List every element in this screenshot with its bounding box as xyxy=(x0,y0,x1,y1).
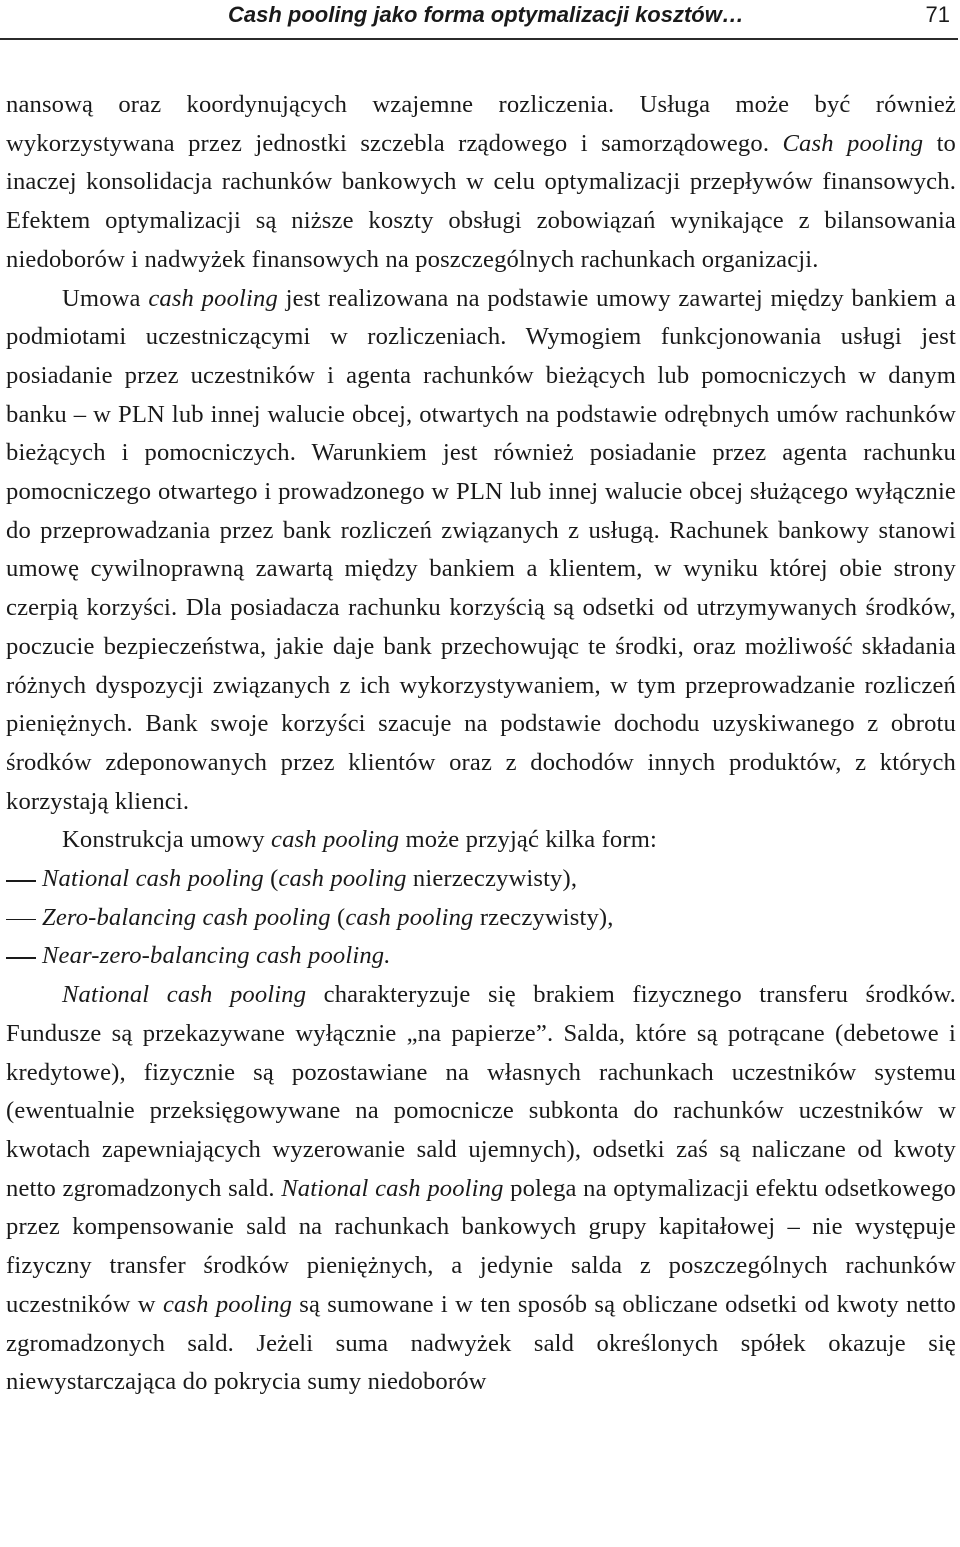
text-run: jest realizowana na podstawie umowy zawartej między bankiem a podmiotami uczestniczącymi w rozliczeniach. Wymogiem funkcjonowania usługi jest posiadanie przez uczestników i agenta rachunków bieżących lub pomocniczych w danym banku – w PLN lub innej walucie obcej, otwartych na podstawie odrębnych umów rachunków bieżących i pomocniczych. Warunkiem jest również posiadanie przez agenta rachunku pomocniczego otwartego i prowadzonego w PLN lub innej walucie obcej służącego wyłącznie do przeprowadzania przez bank rozliczeń związanych z usługą. Rachunek bankowy stanowi umowę cywilnoprawną zawartą między bankiem a klientem, w wyniku której obie strony czerpią korzyści. Dla posiadacza rachunku korzyścią są odsetki od utrzymywanych środków, poczucie bezpieczeństwa, jakie daje bank przechowując te środki, oraz możliwość składania różnych dyspozycji związanych z ich wykorzystywaniem, w tym przeprowadzanie rozliczeń pieniężnych. Bank swoje korzyści szacuje na podstawie dochodu uzyskiwanego z obrotu środków zdeponowanych przez klientów oraz z dochodów innych produktów, z których korzystają klienci. xyxy=(6,284,956,815)
text-run-italic: Near-zero-balancing cash pooling. xyxy=(42,942,391,970)
paragraph-2 xyxy=(6,280,956,822)
text-run: polega na optymalizacji efektu odsetkowego przez kompensowanie sald na rachunkach bankowych grupy kapitałowej – nie występuje fizyczny transfer środków pieniężnych, a jedynie salda z poszczególnych rachunków uczestników w xyxy=(6,1174,956,1318)
text-run: są sumowane i w ten sposób są obliczane odsetki od kwoty netto zgromadzonych sald. Jeżeli suma nadwyżek sald określonych spółek okazuje się niewystarczająca do pokrycia sumy niedoborów xyxy=(6,1290,956,1396)
list-item xyxy=(6,860,956,899)
text-run: nierzeczywisty), xyxy=(406,865,578,893)
text-run: Umowa xyxy=(62,284,149,312)
forms-list xyxy=(6,860,956,976)
text-run: może przyjąć kilka form: xyxy=(399,826,657,854)
text-run-italic: National cash pooling xyxy=(281,1174,504,1202)
text-run-italic: National cash pooling xyxy=(42,865,264,893)
text-run: nansową oraz koordynujących wzajemne rozliczenia. Usługa może być również wykorzystywana przez jednostki szczebla rządowego i samorządowego. xyxy=(6,91,956,157)
text-run-italic: cash pooling xyxy=(278,865,407,893)
text-run: ( xyxy=(330,903,346,931)
text-run: Konstrukcja umowy xyxy=(62,826,271,854)
text-run-italic: Zero-balancing cash pooling xyxy=(42,903,331,931)
text-run-italic: Cash pooling xyxy=(782,129,924,157)
list-item xyxy=(6,899,956,938)
text-run-italic: cash pooling xyxy=(345,903,474,931)
list-item xyxy=(6,937,956,976)
paragraph-4 xyxy=(6,976,956,1402)
text-run-italic: cash pooling xyxy=(162,1290,293,1318)
text-run: to inaczej konsolidacja rachunków bankowych w celu optymalizacji przepływów finansowych. Efektem optymalizacji są niższe koszty obsługi zobowiązań wynikające z bilansowania niedoborów i nadwyżek finansowych na poszczególnych rachunkach organizacji. xyxy=(6,129,957,273)
header-title: Cash pooling jako forma optymalizacji kosztów… xyxy=(228,2,744,27)
body-text xyxy=(6,86,956,1402)
text-run: charakteryzuje się brakiem fizycznego transferu środków. Fundusze są przekazywane wyłącznie „na papierze”. Salda, które są potrącane (debetowe i kredytowe), fizycznie są pozostawiane na własnych rachunkach uczestników systemu (ewentualnie przeksięgowywane na pomocnicze subkonta do rachunków uczestników w kwotach zapewniających wyzerowanie sald ujemnych), odsetki zaś są naliczane od kwoty netto zgromadzonych sald. xyxy=(6,981,956,1202)
text-run: rzeczywisty), xyxy=(473,903,614,931)
text-run-italic: National cash pooling xyxy=(62,981,307,1009)
text-run-italic: cash pooling xyxy=(271,826,400,854)
text-run: ( xyxy=(263,865,279,893)
text-run-italic: cash pooling xyxy=(148,284,278,312)
paragraph-1 xyxy=(6,86,956,280)
page-number: 71 xyxy=(925,2,950,27)
running-header xyxy=(0,0,958,40)
paragraph-3 xyxy=(6,821,956,860)
